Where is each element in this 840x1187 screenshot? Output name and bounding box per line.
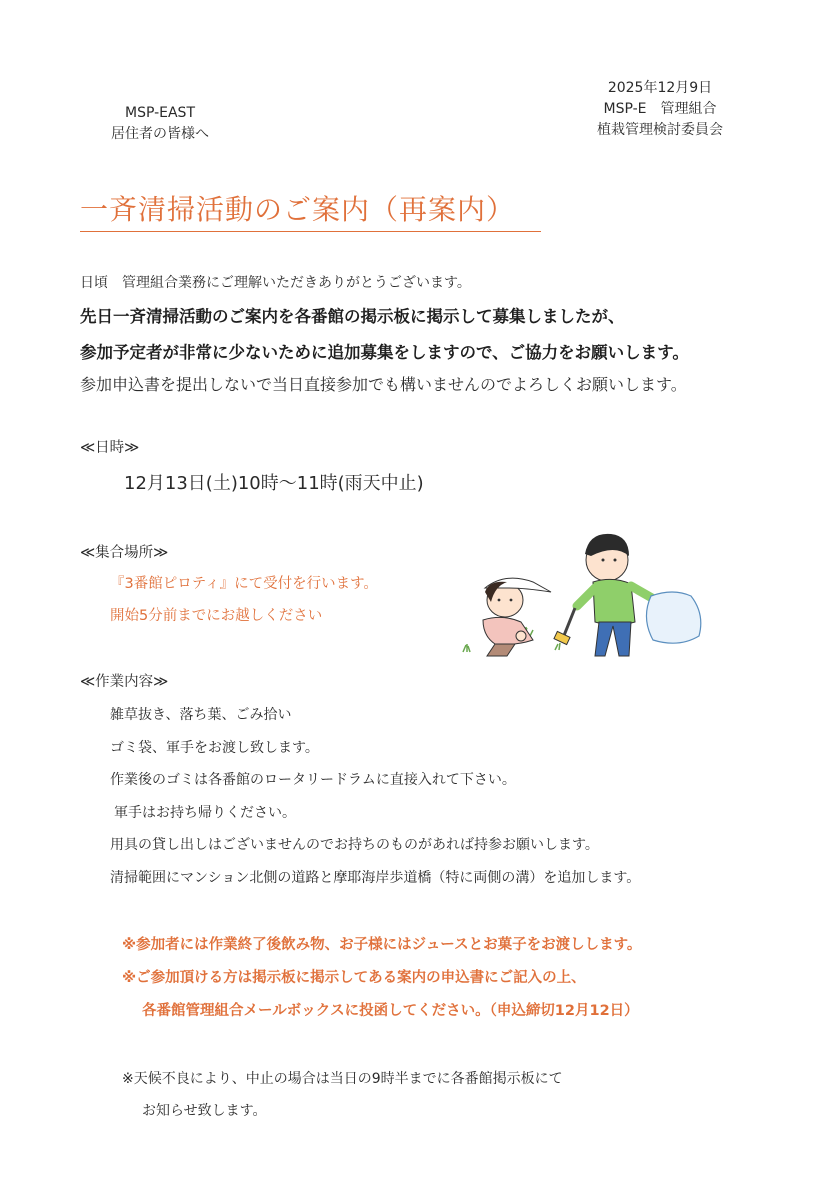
intro-line-2: 参加予定者が非常に少ないために追加募集をしますので、ご協力をお願いします。 [80,343,689,362]
note-weather-cont: お知らせ致します。 [142,1103,267,1119]
note-refreshments: ※参加者には作業終了後飲み物、お子様にはジュースとお菓子をお渡しします。 [122,937,642,953]
datetime-heading: ≪日時≫ [80,440,140,456]
work-item: 雑草抜き、落ち葉、ごみ拾い [110,707,292,723]
work-item: 軍手はお持ち帰りください。 [114,805,296,821]
intro-line-3: 参加申込書を提出しないで当日直接参加でも構いませんのでよろしくお願いします。 [80,375,687,394]
work-item: 清掃範囲にマンション北側の道路と摩耶海岸歩道橋（特に両側の溝）を追加します。 [110,870,641,886]
girl-figure [483,578,551,656]
sender-org: MSP-E 管理組合 [603,101,717,117]
note-weather: ※天候不良により、中止の場合は当日の9時半までに各番館掲示板にて [122,1071,563,1087]
work-item: 作業後のゴミは各番館のロータリードラムに直接入れて下さい。 [110,772,516,788]
meeting-place-line-1: 『3番館ピロティ』にて受付を行います。 [110,576,378,592]
boy-figure [554,534,701,656]
page-title: 一斉清掃活動のご案内（再案内） [80,188,541,232]
sender-block [590,78,730,141]
greeting: 日頃 管理組合業務にご理解いただきありがとうございます。 [80,275,471,291]
sender-committee: 植栽管理検討委員会 [597,122,723,138]
intro-line-1: 先日一斉清掃活動のご案内を各番館の掲示板に掲示して募集しましたが、 [80,307,625,326]
work-item: ゴミ袋、軍手をお渡し致します。 [110,740,319,756]
work-item: 用具の貸し出しはございませんのでお持ちのものがあれば持参お願いします。 [110,837,599,853]
meeting-place-heading: ≪集合場所≫ [80,545,169,561]
document-date: 2025年12月9日 [607,80,713,96]
note-application-cont: 各番館管理組合メールボックスに投函してください。（申込締切12月12日） [142,1003,639,1019]
note-application: ※ご参加頂ける方は掲示板に掲示してある案内の申込書にご記入の上、 [122,970,586,986]
datetime-value: 12月13日(土)10時～11時(雨天中止) [124,473,424,494]
recipient-block [100,103,220,145]
cleaning-illustration [455,522,715,672]
recipient-org: MSP-EAST [124,105,195,121]
recipient: 居住者の皆様へ [111,126,209,142]
meeting-place-line-2: 開始5分前までにお越しください [110,608,323,624]
work-heading: ≪作業内容≫ [80,674,169,690]
